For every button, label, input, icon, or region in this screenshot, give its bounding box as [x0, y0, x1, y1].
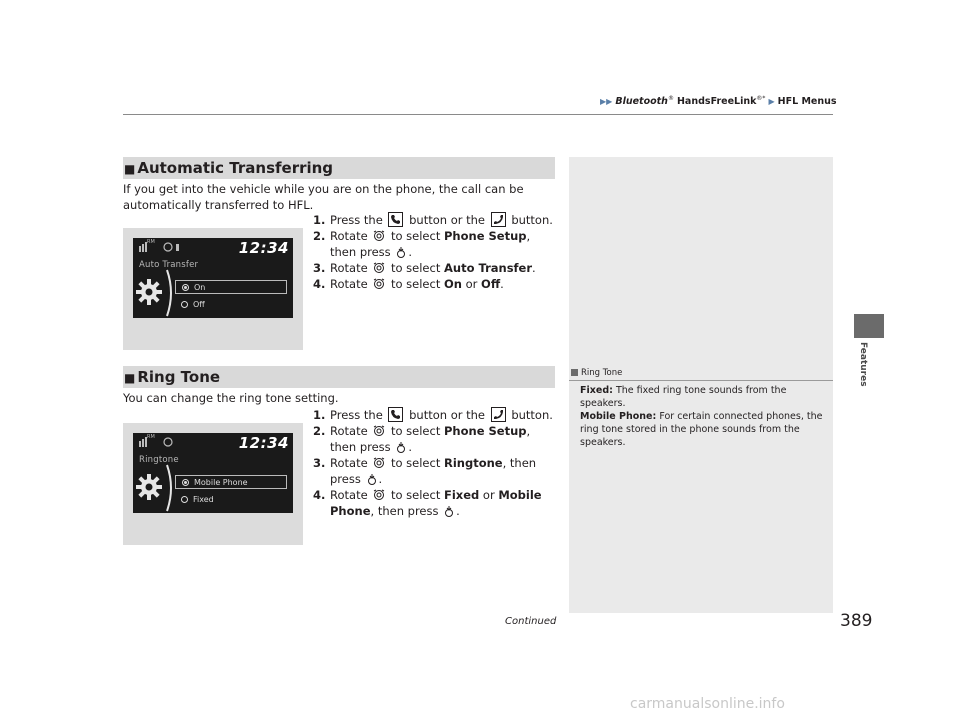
- step-text: .: [408, 440, 412, 454]
- auto-transfer-intro: If you get into the vehicle while you are on the phone, the call can be automatically transferred to HFL.: [123, 182, 524, 212]
- step-text: , then press: [330, 456, 537, 486]
- section-tab-marker: [854, 314, 884, 338]
- step-text: Press the: [330, 408, 383, 422]
- display-option-fixed: [175, 493, 287, 507]
- section-heading-auto-transfer: [123, 157, 555, 179]
- display-clock: 12:34: [238, 434, 289, 452]
- watermark: carmanualsonline.info: [630, 696, 785, 712]
- phone-button-icon: [388, 212, 403, 227]
- step-number: 2.: [313, 424, 326, 438]
- settings-gear-icon: [135, 278, 163, 306]
- step-text: to select: [390, 229, 441, 243]
- step-text: , then press: [330, 424, 531, 454]
- radio-unselected-icon: [181, 496, 188, 503]
- note-title: [571, 368, 622, 378]
- heading-text: Automatic Transferring: [137, 159, 334, 177]
- step-number: 1.: [313, 213, 326, 227]
- step-keyword: Phone Setup: [444, 229, 527, 243]
- step-text: button or the: [409, 408, 485, 422]
- interface-dial-icon: [373, 425, 385, 437]
- heading-square-icon: ■: [124, 162, 136, 176]
- pick-up-button-icon: [491, 212, 506, 227]
- step-keyword: Fixed: [444, 488, 480, 502]
- step-keyword: Ringtone: [444, 456, 503, 470]
- option-label: On: [194, 283, 206, 292]
- breadcrumb-reg-mark-2: ®*: [756, 95, 766, 102]
- step-number: 3.: [313, 456, 326, 470]
- auto-transfer-steps: [313, 212, 553, 292]
- option-label: Off: [193, 300, 205, 309]
- step-text: to select: [390, 424, 441, 438]
- option-label: Fixed: [193, 495, 214, 504]
- settings-gear-icon: [135, 473, 163, 501]
- interface-dial-icon: [373, 278, 385, 290]
- step-text: button.: [511, 408, 553, 422]
- step-text: button or the: [409, 213, 485, 227]
- step-text: .: [456, 504, 460, 518]
- display-option-on: [175, 280, 287, 294]
- step-1: [313, 212, 553, 228]
- step-text: Rotate: [330, 261, 368, 275]
- note-mobile-text: For certain connected phones, the ring tone stored in the phone sounds from the speakers.: [580, 411, 823, 448]
- step-text: to select: [390, 488, 441, 502]
- radio-unselected-icon: [181, 301, 188, 308]
- step-text: Rotate: [330, 456, 368, 470]
- step-text: , then press: [330, 229, 531, 259]
- step-keyword: Off: [481, 277, 501, 291]
- step-4: [313, 276, 553, 292]
- phone-button-icon: [388, 407, 403, 422]
- interface-dial-icon: [373, 457, 385, 469]
- heading-text: Ring Tone: [137, 368, 221, 386]
- step-1: [313, 407, 553, 423]
- status-rm-label: RM: [147, 434, 155, 440]
- display-menu-title: Auto Transfer: [139, 260, 199, 270]
- interface-dial-icon: [373, 230, 385, 242]
- step-text: button.: [511, 213, 553, 227]
- ring-tone-intro: You can change the ring tone setting.: [123, 391, 339, 405]
- step-text: to select: [390, 456, 441, 470]
- step-text: or: [465, 277, 478, 291]
- step-number: 3.: [313, 261, 326, 275]
- display-menu-title: Ringtone: [139, 455, 179, 465]
- press-dial-icon: [395, 441, 407, 453]
- display-option-off: [175, 298, 287, 312]
- status-rm-label: RM: [147, 239, 155, 245]
- audio-display: [133, 238, 293, 318]
- interface-dial-icon: [373, 489, 385, 501]
- note-title-text: Ring Tone: [581, 368, 623, 378]
- step-number: 4.: [313, 277, 326, 291]
- breadcrumb: [600, 95, 837, 108]
- step-text: Rotate: [330, 488, 368, 502]
- header-rule: [123, 114, 833, 115]
- step-keyword: Mobile Phone: [330, 488, 542, 518]
- step-text: to select: [390, 261, 441, 275]
- page-number: 389: [840, 611, 873, 631]
- step-2: [313, 423, 553, 455]
- display-divider-arc: [166, 463, 174, 513]
- press-dial-icon: [366, 473, 378, 485]
- heading-square-icon: ■: [124, 371, 136, 385]
- ring-tone-steps: [313, 407, 553, 519]
- note-marker-icon: [571, 369, 578, 376]
- step-text: Rotate: [330, 229, 368, 243]
- breadcrumb-reg-mark: ®: [667, 95, 674, 102]
- step-text: Rotate: [330, 424, 368, 438]
- auto-transfer-screen-image: [123, 228, 303, 350]
- audio-display: [133, 433, 293, 513]
- step-3: [313, 455, 553, 487]
- display-option-mobile-phone: [175, 475, 287, 489]
- step-text: Rotate: [330, 277, 368, 291]
- step-text: or: [482, 488, 495, 502]
- step-3: [313, 260, 553, 276]
- step-keyword: Auto Transfer: [444, 261, 533, 275]
- step-text: Press the: [330, 213, 383, 227]
- step-text: .: [500, 277, 504, 291]
- step-text: .: [532, 261, 536, 275]
- note-body: [580, 384, 828, 449]
- step-number: 2.: [313, 229, 326, 243]
- status-icons: [138, 241, 186, 253]
- note-rule: [569, 380, 833, 381]
- status-icons: [138, 436, 186, 448]
- step-keyword: Phone Setup: [444, 424, 527, 438]
- breadcrumb-hfl-menus: HFL Menus: [777, 96, 837, 108]
- step-number: 4.: [313, 488, 326, 502]
- note-fixed-label: Fixed:: [580, 385, 613, 396]
- step-keyword: On: [444, 277, 462, 291]
- section-heading-ring-tone: [123, 366, 555, 388]
- section-tab: [856, 342, 868, 402]
- breadcrumb-arrow-icon: ▶: [768, 97, 775, 107]
- breadcrumb-arrow-icon: ▶▶: [600, 97, 613, 107]
- option-label: Mobile Phone: [194, 478, 248, 487]
- note-mobile-label: Mobile Phone:: [580, 411, 657, 422]
- breadcrumb-bluetooth: Bluetooth: [615, 96, 668, 108]
- step-text: .: [378, 472, 383, 486]
- section-tab-label: Features: [858, 342, 868, 387]
- step-text: , then press: [370, 504, 439, 518]
- ring-tone-screen-image: [123, 423, 303, 545]
- press-dial-icon: [443, 505, 455, 517]
- radio-selected-icon: [182, 284, 189, 291]
- display-divider-arc: [166, 268, 174, 318]
- pick-up-button-icon: [491, 407, 506, 422]
- step-text: .: [408, 245, 412, 259]
- radio-selected-icon: [182, 479, 189, 486]
- display-clock: 12:34: [238, 239, 289, 257]
- step-text: to select: [390, 277, 441, 291]
- step-number: 1.: [313, 408, 326, 422]
- continued-label: Continued: [505, 616, 557, 627]
- step-2: [313, 228, 553, 260]
- note-fixed-text: The fixed ring tone sounds from the speakers.: [580, 385, 787, 409]
- interface-dial-icon: [373, 262, 385, 274]
- step-4: [313, 487, 553, 519]
- breadcrumb-handsfreelink: HandsFreeLink: [676, 96, 757, 108]
- press-dial-icon: [395, 246, 407, 258]
